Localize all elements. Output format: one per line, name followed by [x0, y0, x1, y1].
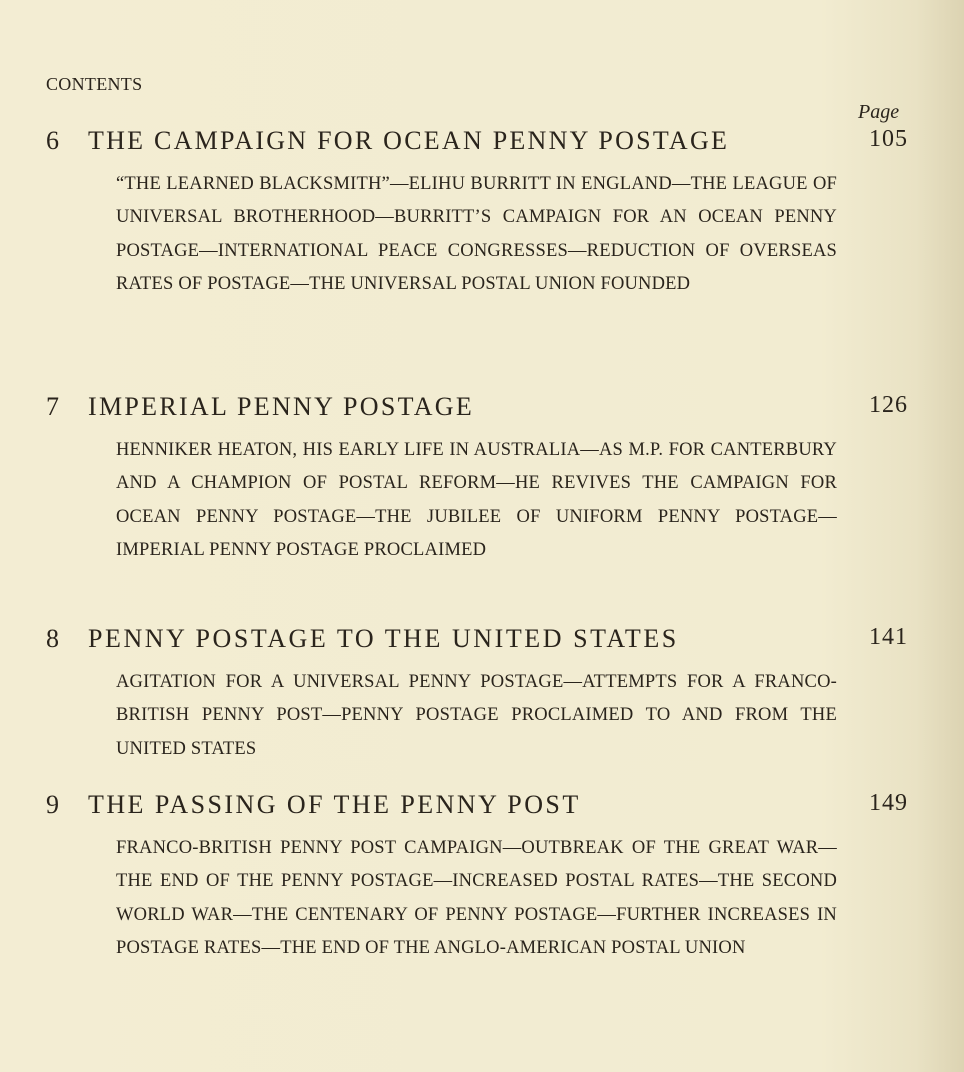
page-column-label: Page [858, 101, 900, 123]
chapter-number: 6 [46, 126, 59, 155]
chapter-number: 8 [46, 624, 59, 653]
chapter-summary: “THE LEARNED BLACKSMITH”—ELIHU BURRITT IN ENGLAND—THE LEAGUE OF UNIVERSAL BROTHERHOOD—BURRITT’S CAMPAIGN FOR AN OCEAN PENNY POSTAGE—INTERNATIONAL PEACE CONGRESSES—REDUCTION OF OVERSEAS RATES OF POSTAGE—THE UNIVERSAL POSTAL UNION FOUNDED [116, 174, 837, 294]
running-head: CONTENTS [46, 74, 143, 94]
chapter-summary: FRANCO-BRITISH PENNY POST CAMPAIGN—OUTBREAK OF THE GREAT WAR—THE END OF THE PENNY POSTAGE—INCREASED POSTAL RATES—THE SECOND WORLD WAR—THE CENTENARY OF PENNY POSTAGE—FURTHER INCREASES IN POSTAGE RATES—THE END OF THE ANGLO-AMERICAN POSTAL UNION [116, 838, 837, 958]
chapter-page-number: 141 [869, 624, 908, 650]
chapter-summary: AGITATION FOR A UNIVERSAL PENNY POSTAGE—ATTEMPTS FOR A FRANCO-BRITISH PENNY POST—PENNY POSTAGE PROCLAIMED TO AND FROM THE UNITED STATES [116, 672, 837, 759]
chapter-page-number: 149 [869, 790, 908, 816]
chapter-page-number: 105 [869, 126, 908, 152]
chapter-number: 7 [46, 392, 59, 421]
chapter-number: 9 [46, 790, 59, 819]
chapter-title: PENNY POSTAGE TO THE UNITED STATES [88, 624, 679, 653]
chapter-title: IMPERIAL PENNY POSTAGE [88, 392, 475, 421]
chapter-page-number: 126 [869, 392, 908, 418]
chapter-title: THE PASSING OF THE PENNY POST [88, 790, 581, 819]
chapter-title: THE CAMPAIGN FOR OCEAN PENNY POSTAGE [88, 126, 730, 155]
chapter-summary: HENNIKER HEATON, HIS EARLY LIFE IN AUSTRALIA—AS M.P. FOR CANTERBURY AND A CHAMPION OF POSTAL REFORM—HE REVIVES THE CAMPAIGN FOR OCEAN PENNY POSTAGE—THE JUBILEE OF UNIFORM PENNY POSTAGE—IMPERIAL PENNY POSTAGE PROCLAIMED [116, 440, 837, 560]
